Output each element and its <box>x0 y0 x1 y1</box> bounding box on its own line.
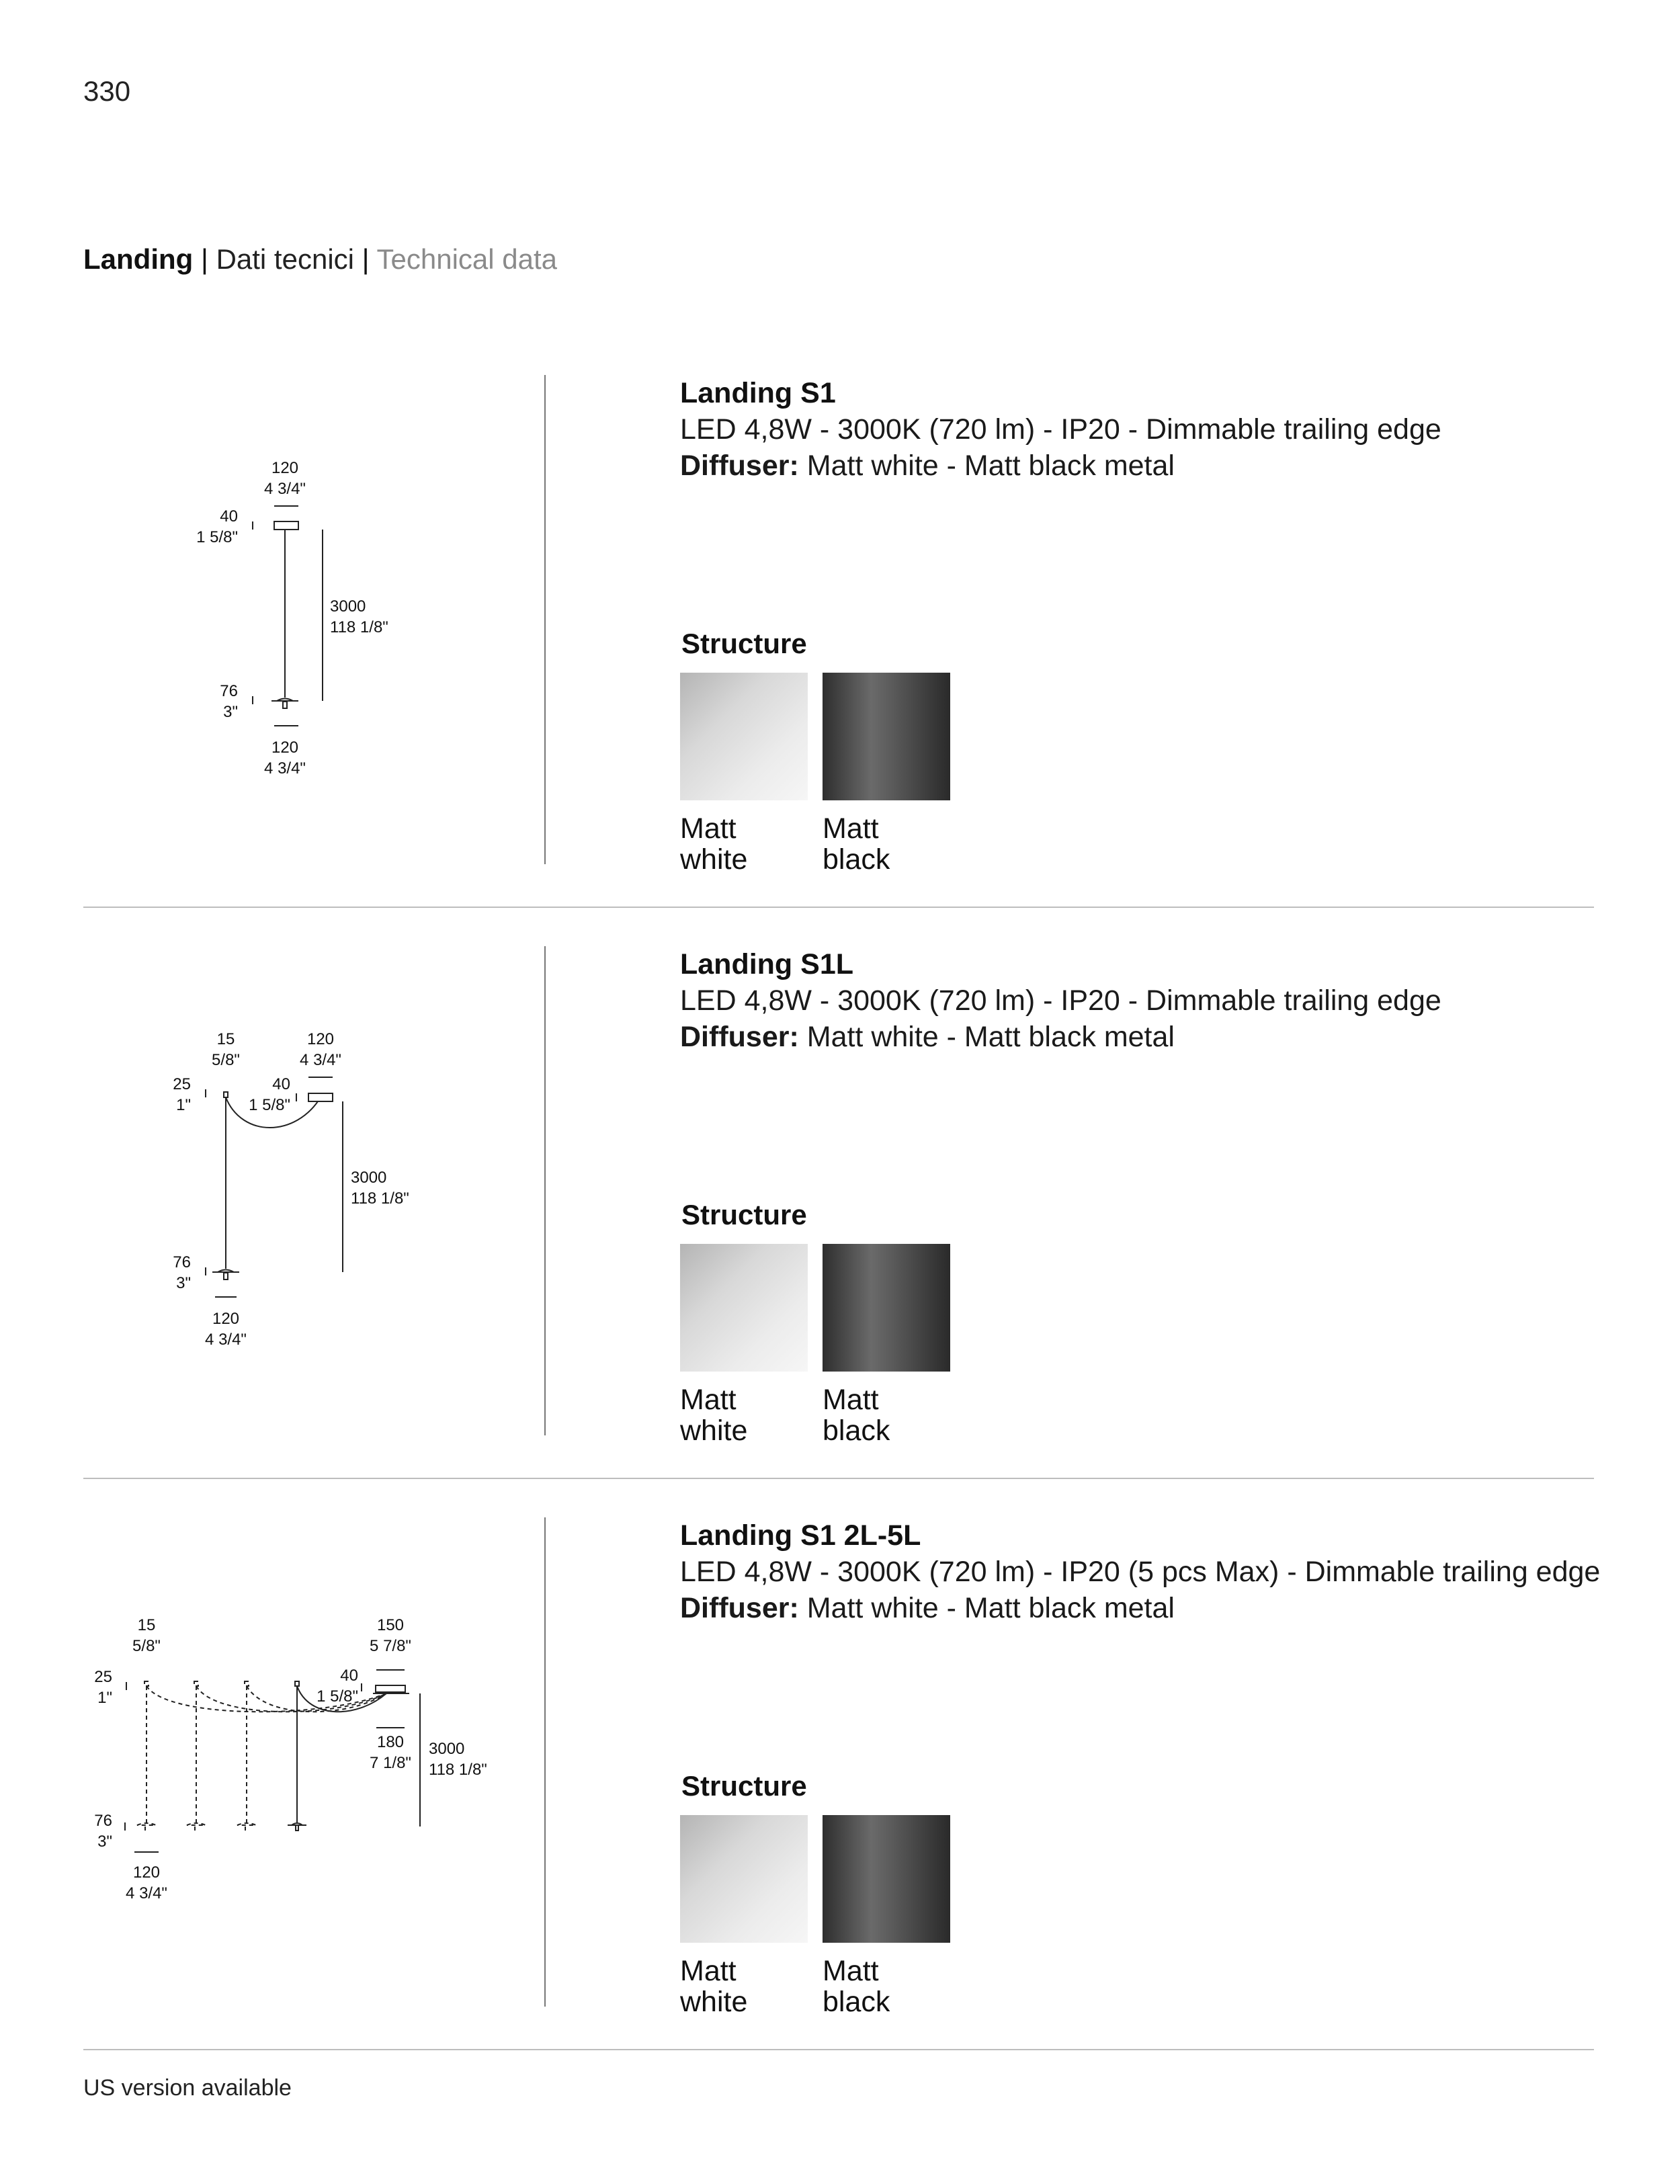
product-info <box>680 1517 1621 1626</box>
finish-line2: white <box>680 843 748 876</box>
swatch-label-white <box>680 1956 801 2017</box>
finish-line2: black <box>823 843 890 876</box>
dim-hook-width-in: 5/8" <box>132 1637 161 1655</box>
dim-lamp-width-in: 4 3/4" <box>126 1884 167 1902</box>
page-heading <box>83 243 557 276</box>
dim-lamp-width: 120 <box>132 1863 161 1882</box>
page-number: 330 <box>83 75 131 107</box>
structure-title: Structure <box>681 1770 807 1802</box>
dim-length-in: 118 1/8" <box>351 1189 409 1208</box>
dim-hook-width: 15 <box>216 1030 235 1048</box>
heading-product: Landing <box>83 243 194 275</box>
dim-length: 3000 <box>429 1740 465 1758</box>
finish-line1: Matt <box>823 1955 879 1987</box>
dim-length: 3000 <box>330 597 366 616</box>
diffuser-value: Matt white - Matt black metal <box>806 1021 1175 1053</box>
product-spec: LED 4,8W - 3000K (720 lm) - IP20 - Dimmable trailing edge <box>680 984 1441 1017</box>
dimension-drawing-s1-2l-5l <box>0 1517 538 2042</box>
swatch-matt-black <box>823 673 950 800</box>
structure-title: Structure <box>681 1199 807 1230</box>
dim-canopy-width: 120 <box>271 459 299 477</box>
dim-canopy-depth: 180 <box>376 1733 405 1751</box>
section-divider-line <box>544 946 546 1435</box>
swatch-label-black <box>823 1384 943 1446</box>
heading-separator: | <box>362 243 370 275</box>
finish-line2: white <box>680 1415 748 1447</box>
product-spec: LED 4,8W - 3000K (720 lm) - IP20 (5 pcs Max) - Dimmable trailing edge <box>680 1556 1601 1588</box>
dim-lamp-height-in: 3" <box>97 1833 112 1851</box>
dim-hook-height: 25 <box>94 1668 112 1686</box>
product-name: Landing S1 <box>680 377 836 409</box>
section-divider-line <box>544 375 546 864</box>
dim-lamp-height: 76 <box>94 1812 112 1830</box>
dim-lamp-width-in: 4 3/4" <box>205 1331 247 1349</box>
dim-hook-width: 15 <box>137 1616 156 1634</box>
dim-canopy-height-in: 1 5/8" <box>249 1096 290 1114</box>
finish-line1: Matt <box>680 1955 737 1987</box>
dim-canopy-height-in: 1 5/8" <box>196 528 238 546</box>
dim-lamp-width-in: 4 3/4" <box>264 759 306 778</box>
dim-canopy-height: 40 <box>272 1075 290 1093</box>
footer-note: US version available <box>83 2075 292 2101</box>
dim-lamp-height-in: 3" <box>223 703 238 721</box>
diffuser-line <box>680 448 1621 484</box>
dim-length: 3000 <box>351 1169 387 1187</box>
swatch-matt-white <box>680 1815 808 1943</box>
dim-lamp-width: 120 <box>271 739 299 757</box>
dim-canopy-height: 40 <box>340 1667 358 1685</box>
heading-separator: | <box>200 243 208 275</box>
dim-lamp-height: 76 <box>220 682 238 700</box>
finish-line1: Matt <box>823 1384 879 1416</box>
product-section-s1-2l-5l <box>0 1517 1680 2089</box>
swatch-label-black <box>823 813 943 875</box>
finish-line2: black <box>823 1415 890 1447</box>
dim-canopy-width-in: 4 3/4" <box>264 480 306 498</box>
dim-lamp-height-in: 3" <box>176 1274 191 1292</box>
heading-english: Technical data <box>376 243 558 275</box>
product-name: Landing S1L <box>680 948 853 980</box>
dim-canopy-height: 40 <box>220 507 238 526</box>
product-name: Landing S1 2L-5L <box>680 1519 921 1552</box>
dim-length-in: 118 1/8" <box>429 1761 487 1779</box>
dim-hook-height-in: 1" <box>97 1689 112 1707</box>
dim-canopy-width-in: 4 3/4" <box>300 1051 341 1069</box>
heading-italian: Dati tecnici <box>216 243 354 275</box>
dimension-drawing-s1l <box>0 946 538 1470</box>
diffuser-line <box>680 1590 1621 1626</box>
dim-hook-width-in: 5/8" <box>212 1051 240 1069</box>
diffuser-value: Matt white - Matt black metal <box>806 450 1175 482</box>
swatch-label-white <box>680 813 801 875</box>
product-section-s1l <box>0 946 1680 1517</box>
product-section-s1 <box>0 375 1680 946</box>
dim-lamp-height: 76 <box>173 1253 191 1271</box>
diffuser-value: Matt white - Matt black metal <box>806 1592 1175 1624</box>
diffuser-label: Diffuser: <box>680 1592 799 1624</box>
dim-canopy-height-in: 1 5/8" <box>317 1687 358 1706</box>
dim-hook-height: 25 <box>173 1075 191 1093</box>
section-separator <box>83 907 1594 908</box>
dim-canopy-width-in: 5 7/8" <box>370 1637 411 1655</box>
swatch-label-white <box>680 1384 801 1446</box>
dim-canopy-width: 120 <box>306 1030 335 1048</box>
swatch-matt-black <box>823 1815 950 1943</box>
finish-line2: black <box>823 1986 890 2018</box>
dim-length-in: 118 1/8" <box>330 618 388 636</box>
dim-canopy-width: 150 <box>376 1616 405 1634</box>
diffuser-label: Diffuser: <box>680 450 799 482</box>
finish-line2: white <box>680 1986 748 2018</box>
swatch-matt-white <box>680 673 808 800</box>
section-separator <box>83 2049 1594 2050</box>
swatch-label-black <box>823 1956 943 2017</box>
section-separator <box>83 1478 1594 1479</box>
product-info <box>680 946 1621 1055</box>
diffuser-line <box>680 1019 1621 1055</box>
section-divider-line <box>544 1517 546 2007</box>
product-info <box>680 375 1621 484</box>
dimension-drawing-s1 <box>0 375 538 899</box>
dim-hook-height-in: 1" <box>176 1096 191 1114</box>
structure-title: Structure <box>681 628 807 659</box>
dim-canopy-depth-in: 7 1/8" <box>370 1754 411 1772</box>
finish-line1: Matt <box>680 812 737 845</box>
product-spec: LED 4,8W - 3000K (720 lm) - IP20 - Dimmable trailing edge <box>680 413 1441 446</box>
swatch-matt-white <box>680 1244 808 1372</box>
dim-lamp-width: 120 <box>212 1310 240 1328</box>
finish-line1: Matt <box>680 1384 737 1416</box>
swatch-matt-black <box>823 1244 950 1372</box>
finish-line1: Matt <box>823 812 879 845</box>
diffuser-label: Diffuser: <box>680 1021 799 1053</box>
